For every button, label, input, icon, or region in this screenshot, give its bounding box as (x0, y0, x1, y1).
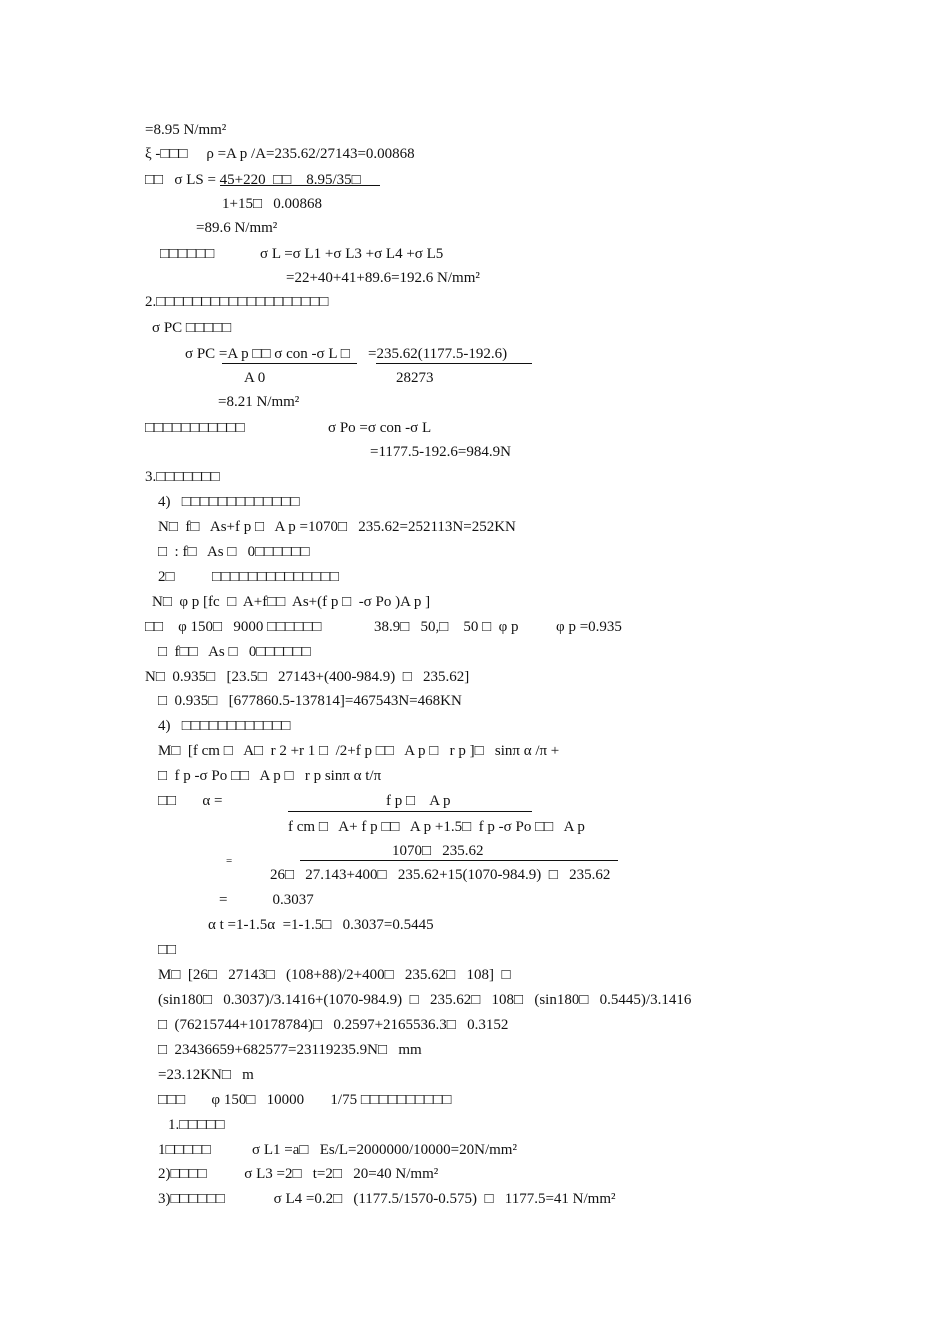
text-line: =235.62(1177.5-192.6) (368, 346, 508, 362)
text-line: σ L =σ L1 +σ L3 +σ L4 +σ L5 (260, 246, 444, 262)
text-line: 3)□□□□□□ σ L4 =0.2□ (1177.5/1570-0.575) □ 1177.5=41 N/mm² (158, 1191, 616, 1207)
text-line: 26□ 27.143+400□ 235.62+15(1070-984.9) □ 235.62 (270, 867, 611, 883)
text-line: σ Po =σ con -σ L (328, 420, 432, 436)
fraction-bar (376, 363, 532, 364)
fraction-bar (220, 185, 380, 186)
text-line: M□ [26□ 27143□ (108+88)/2+400□ 235.62□ 108] □ (158, 967, 511, 983)
text-line: N□ φ p [fc □ A+f□□ As+(f p □ -σ Po )A p ] (152, 594, 431, 610)
text-line: 1□□□□□ σ L1 =a□ Es/L=2000000/10000=20N/mm² (158, 1142, 517, 1158)
text-line: 28273 (396, 370, 434, 386)
text-line: α t =1-1.5α =1-1.5□ 0.3037=0.5445 (208, 917, 434, 933)
text-line: 2)□□□□ σ L3 =2□ t=2□ 20=40 N/mm² (158, 1166, 439, 1182)
text-line: σ PC □□□□□ (152, 320, 232, 336)
section-heading: 3.□□□□□□□ (145, 469, 220, 485)
text-line: 1+15□ 0.00868 (222, 196, 323, 212)
text-line: □□ (158, 942, 177, 958)
text-line: M□ [f cm □ A□ r 2 +r 1 □ /2+f p □□ A p □ r p ]□ sinπ α /π + (158, 743, 560, 759)
text-line: N□ f□ As+f p □ A p =1070□ 235.62=252113N=252KN (158, 519, 516, 535)
text-line: 4) □□□□□□□□□□□□□ (158, 494, 300, 510)
text-line: □ (76215744+10178784)□ 0.2597+2165536.3□ 0.3152 (158, 1017, 509, 1033)
text-line: □ 23436659+682577=23119235.9N□ mm (158, 1042, 422, 1058)
text-line: □ : f□ As □ 0□□□□□□ (158, 544, 310, 560)
text-line: □□ σ LS = 45+220 □□ 8.95/35□ (145, 172, 361, 188)
text-line: = 0.3037 (219, 892, 314, 908)
text-line: □ f□□ As □ 0□□□□□□ (158, 644, 311, 660)
text-line: ξ -□□□ ρ =A p /A=235.62/27143=0.00868 (145, 146, 415, 162)
text-line: = (226, 855, 233, 867)
text-line: f p □ A p (386, 793, 451, 809)
text-line: A 0 (244, 370, 266, 386)
text-line: =1177.5-192.6=984.9N (370, 444, 511, 460)
section-heading: 1.□□□□□ (168, 1117, 225, 1133)
text-line: N□ 0.935□ [23.5□ 27143+(400-984.9) □ 235.62] (145, 669, 470, 685)
text-line: =8.21 N/mm² (218, 394, 300, 410)
text-line: □□□□□□□□□□□ (145, 420, 245, 436)
text-line: □ 0.935□ [677860.5-137814]=467543N=468KN (158, 693, 462, 709)
text-line: 2□ □□□□□□□□□□□□□□ (158, 569, 339, 585)
text-line: □□□□□□ (160, 246, 215, 262)
text-line: =23.12KN□ m (158, 1067, 254, 1083)
text-line: □□ α = (158, 793, 223, 809)
text-line: 4) □□□□□□□□□□□□ (158, 718, 291, 734)
text-line: =22+40+41+89.6=192.6 N/mm² (286, 270, 480, 286)
fraction-bar (288, 811, 532, 812)
text-line: =8.95 N/mm² (145, 122, 227, 138)
text-line: (sin180□ 0.3037)/3.1416+(1070-984.9) □ 235.62□ 108□ (sin180□ 0.5445)/3.1416 (158, 992, 692, 1008)
text-line: □ f p -σ Po □□ A p □ r p sinπ α t/π (158, 768, 382, 784)
fraction-bar (222, 363, 357, 364)
text-line: 1070□ 235.62 (392, 843, 484, 859)
text-line: □□□ φ 150□ 10000 1/75 □□□□□□□□□□ (158, 1092, 452, 1108)
section-heading: 2.□□□□□□□□□□□□□□□□□□□ (145, 294, 329, 310)
fraction-bar (300, 860, 618, 861)
text-line: □□ φ 150□ 9000 □□□□□□ 38.9□ 50,□ 50 □ φ p φ p =0.935 (145, 619, 622, 635)
text-line: =89.6 N/mm² (196, 220, 278, 236)
text-line: σ PC =A p □□ σ con -σ L □ (185, 346, 350, 362)
text-line: f cm □ A+ f p □□ A p +1.5□ f p -σ Po □□ A p (288, 819, 585, 835)
